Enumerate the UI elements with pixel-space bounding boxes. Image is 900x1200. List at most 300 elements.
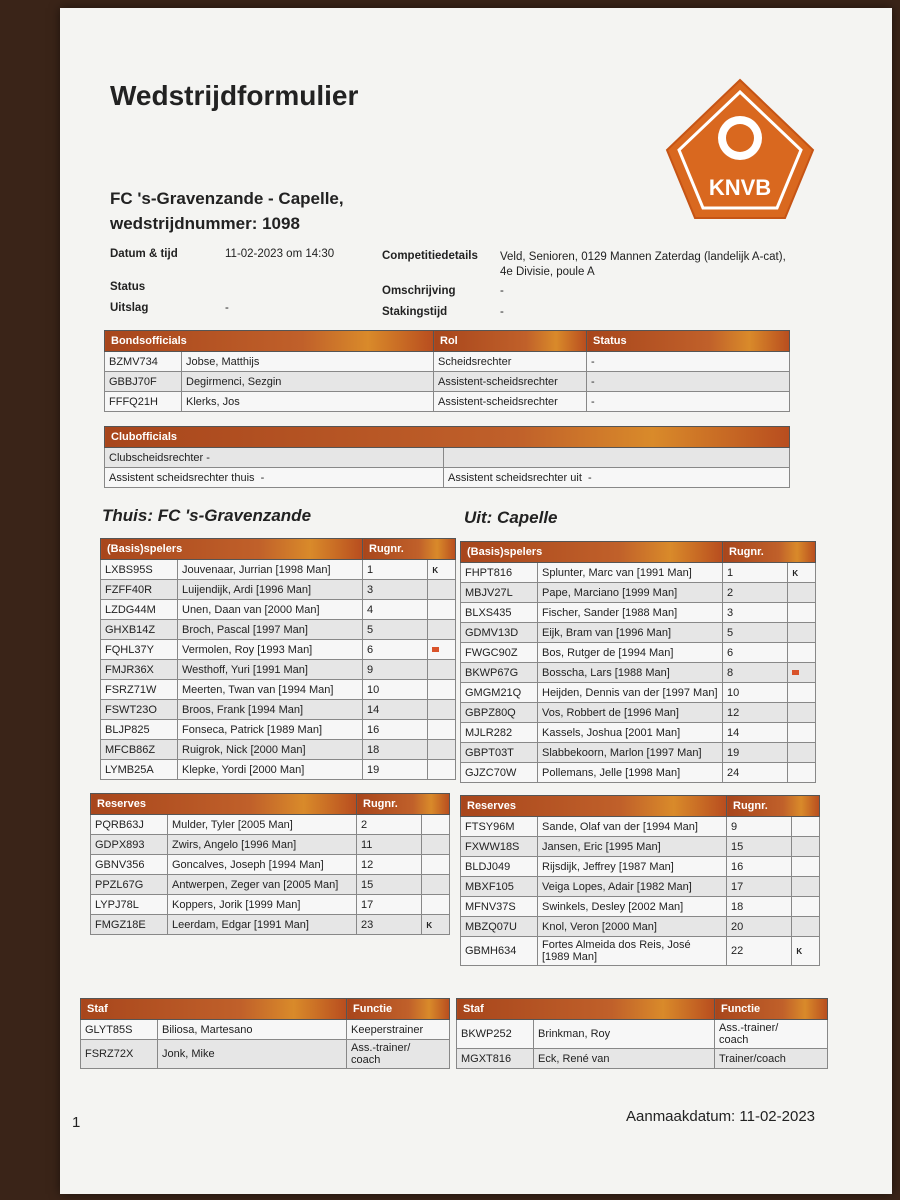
player-name [178,680,363,700]
player-mark [428,720,456,740]
away-function-header: Functie [715,999,828,1020]
shirt-number: 6 [363,640,428,660]
shirt-number: 3 [363,580,428,600]
staff-row [457,1049,828,1069]
shirt-number: 14 [723,723,788,743]
player-mark [788,603,816,623]
player-name-text: Antwerpen, Zeger van [2005 Man] [172,878,339,891]
player-name-text: Vermolen, Roy [1993 Man] [182,643,313,656]
player-row [461,683,816,703]
player-mark [788,623,816,643]
player-code: LZDG44M [101,600,178,620]
player-name [538,897,727,917]
shirt-number: 20 [727,917,792,937]
captain-mark: K [792,568,799,578]
player-row [461,917,820,937]
player-row [461,837,820,857]
player-name-text: Slabbekoorn, Marlon [1997 Man] [542,746,702,759]
shirt-number: 17 [357,895,422,915]
player-name [538,857,727,877]
player-name-text: Fischer, Sander [1988 Man] [542,606,678,619]
home-reserves-number-header: Rugnr. [357,794,450,815]
clubscheids-label: Clubscheidsrechter [109,451,204,464]
player-code: LYMB25A [101,760,178,780]
player-mark [428,700,456,720]
shirt-number: 15 [727,837,792,857]
player-name [538,917,727,937]
player-name [168,855,357,875]
away-staff-table [456,998,828,1069]
player-name-text: Eijk, Bram van [1996 Man] [542,626,672,639]
shirt-number: 12 [357,855,422,875]
player-name [538,563,723,583]
player-name [538,623,723,643]
player-mark [788,743,816,763]
player-mark [788,683,816,703]
player-name [538,643,723,663]
status-label: Status [110,281,146,293]
player-name [168,835,357,855]
player-row [461,817,820,837]
player-code: GDPX893 [91,835,168,855]
player-mark [792,917,820,937]
player-name [538,937,727,966]
player-row [461,703,816,723]
player-name [538,663,723,683]
player-name-text: Unen, Daan van [2000 Man] [182,603,320,616]
shirt-number: 10 [363,680,428,700]
player-row [91,895,450,915]
player-mark [422,835,450,855]
player-code: GBPZ80Q [461,703,538,723]
official-row [105,372,790,392]
player-name [178,640,363,660]
player-name [538,817,727,837]
player-name [178,760,363,780]
uit-label: Assistent scheidsrechter uit [448,471,582,484]
match-teams: FC 's-Gravenzande - Capelle, [110,189,344,208]
away-heading: Uit: Capelle [464,508,558,527]
official-status: - [587,392,790,412]
staff-function [347,1040,450,1069]
player-name [538,743,723,763]
player-mark [792,857,820,877]
datum-label: Datum & tijd [110,248,178,260]
player-code: FTSY96M [461,817,538,837]
omschrijving-value: - [500,285,504,297]
player-mark [428,600,456,620]
player-mark [428,660,456,680]
player-name-text: Bosscha, Lars [1988 Man] [542,666,670,679]
shirt-number: 16 [727,857,792,877]
official-code: BZMV734 [105,352,182,372]
player-row [461,897,820,917]
shirt-number: 5 [723,623,788,643]
player-row [101,680,456,700]
player-code: MBXF105 [461,877,538,897]
shirt-number: 22 [727,937,792,966]
shirt-number: 8 [723,663,788,683]
player-name-text: Zwirs, Angelo [1996 Man] [172,838,297,851]
competitie-label: Competitiedetails [382,250,478,262]
shirt-number: 12 [723,703,788,723]
home-players-table [100,538,456,780]
player-mark [792,817,820,837]
player-code: FSWT23O [101,700,178,720]
shirt-number: 11 [357,835,422,855]
staff-function-text: Ass.-trainer/ [719,1022,779,1034]
player-name [178,600,363,620]
player-row [101,580,456,600]
shirt-number: 19 [363,760,428,780]
player-code: FHPT816 [461,563,538,583]
staff-code: FSRZ72X [81,1040,158,1069]
player-code: GHXB14Z [101,620,178,640]
player-row [461,643,816,663]
player-row [101,600,456,620]
player-row [461,583,816,603]
player-mark [428,760,456,780]
staff-row [81,1040,450,1069]
bondsofficials-table [104,330,790,412]
player-mark [788,583,816,603]
player-code: BLJP825 [101,720,178,740]
staking-label: Stakingstijd [382,306,448,318]
player-row [91,855,450,875]
official-name: Jobse, Matthijs [182,352,434,372]
player-code: FSRZ71W [101,680,178,700]
player-name [178,660,363,680]
player-code: MFCB86Z [101,740,178,760]
player-row [101,560,456,580]
thuis-cell [105,468,444,488]
player-mark [428,560,456,580]
official-row [105,392,790,412]
player-row [101,740,456,760]
staking-value: - [500,306,504,318]
shirt-number: 18 [363,740,428,760]
player-mark [428,740,456,760]
player-code: FXWW18S [461,837,538,857]
player-name [168,815,357,835]
status-header: Status [587,331,790,352]
player-name-text: Fortes Almeida dos Reis, José [542,939,691,951]
player-name-text: Veiga Lopes, Adair [1982 Man] [542,880,692,893]
player-row [91,835,450,855]
player-name [538,837,727,857]
player-code: BKWP67G [461,663,538,683]
uitslag-value: - [225,302,229,314]
player-name-text: Knol, Veron [2000 Man] [542,920,657,933]
player-name-text: Broch, Pascal [1997 Man] [182,623,308,636]
player-name-text: Jouvenaar, Jurrian [1998 Man] [182,563,331,576]
player-code: GBMH634 [461,937,538,966]
uitslag-label: Uitslag [110,302,149,314]
player-code: GBNV356 [91,855,168,875]
player-name-text: Mulder, Tyler [2005 Man] [172,818,293,831]
player-name-text: Kassels, Joshua [2001 Man] [542,726,681,739]
player-row [91,875,450,895]
player-name-text: Swinkels, Desley [2002 Man] [542,900,684,913]
clubscheids-value: - [206,451,210,464]
player-mark [788,763,816,783]
shirt-number: 2 [357,815,422,835]
yellow-card-icon [432,647,439,652]
player-code: GMGM21Q [461,683,538,703]
official-row [105,352,790,372]
official-status: - [587,352,790,372]
player-name-text: Jansen, Eric [1995 Man] [542,840,661,853]
player-name [538,877,727,897]
clubofficials-header: Clubofficials [105,427,790,448]
staff-code: MGXT816 [457,1049,534,1069]
home-number-header: Rugnr. [363,539,456,560]
player-row [461,723,816,743]
page-number: 1 [72,1114,81,1131]
shirt-number: 16 [363,720,428,740]
player-name-text: Bos, Rutger de [1994 Man] [542,646,674,659]
shirt-number: 19 [723,743,788,763]
player-code: BLXS435 [461,603,538,623]
staff-function [715,1020,828,1049]
player-row [101,620,456,640]
player-row [461,743,816,763]
player-mark [422,815,450,835]
uit-value: - [588,471,592,484]
player-name-text: Splunter, Marc van [1991 Man] [542,566,692,579]
player-name-text: Goncalves, Joseph [1994 Man] [172,858,324,871]
player-name [178,580,363,600]
player-name-text: Broos, Frank [1994 Man] [182,703,304,716]
creation-date: Aanmaakdatum: 11-02-2023 [626,1108,816,1125]
player-code: GBPT03T [461,743,538,763]
role-header: Rol [434,331,587,352]
player-name-text: Klepke, Yordi [2000 Man] [182,763,305,776]
knvb-logo [665,78,815,223]
staff-function-text: Keeperstrainer [351,1023,424,1036]
shirt-number: 5 [363,620,428,640]
away-reserves-number-header: Rugnr. [727,796,820,817]
player-name-text: Pollemans, Jelle [1998 Man] [542,766,681,779]
player-mark [428,580,456,600]
player-mark [428,620,456,640]
player-name-text: Luijendijk, Ardi [1996 Man] [182,583,312,596]
omschrijving-label: Omschrijving [382,285,456,297]
player-row [461,603,816,623]
shirt-number: 10 [723,683,788,703]
player-mark [428,640,456,660]
thuis-label: Assistent scheidsrechter thuis [109,471,255,484]
player-name-text: Ruigrok, Nick [2000 Man] [182,743,306,756]
player-name-text: Sande, Olaf van der [1994 Man] [542,820,698,833]
player-code: FZFF40R [101,580,178,600]
player-row [461,937,820,966]
home-staff-header: Staf [81,999,347,1020]
datum-value: 11-02-2023 om 14:30 [225,248,335,260]
staff-row [81,1020,450,1040]
away-number-header: Rugnr. [723,542,816,563]
staff-function-text-2: coach [351,1054,381,1066]
shirt-number: 9 [363,660,428,680]
player-row [461,877,820,897]
captain-mark: K [426,920,433,930]
clubscheids-cell [105,448,444,468]
yellow-card-icon [792,670,799,675]
player-row [101,720,456,740]
player-code: LYPJ78L [91,895,168,915]
shirt-number: 1 [363,560,428,580]
player-row [461,623,816,643]
staff-function [715,1049,828,1069]
shirt-number: 4 [363,600,428,620]
player-code: MBJV27L [461,583,538,603]
empty-cell [444,448,790,468]
player-row [461,763,816,783]
match-form-page [60,8,892,1194]
player-mark [788,703,816,723]
player-name [538,763,723,783]
player-name [538,603,723,623]
shirt-number: 9 [727,817,792,837]
staff-name: Eck, René van [534,1049,715,1069]
player-code: FMJR36X [101,660,178,680]
player-name [538,703,723,723]
player-code: FWGC90Z [461,643,538,663]
player-code: FMGZ18E [91,915,168,935]
official-name: Klerks, Jos [182,392,434,412]
away-players-table [460,541,816,783]
home-reserves-header: Reserves [91,794,357,815]
shirt-number: 1 [723,563,788,583]
shirt-number: 24 [723,763,788,783]
staff-row [457,1020,828,1049]
player-name-text: Westhoff, Yuri [1991 Man] [182,663,308,676]
player-name-text: Meerten, Twan van [1994 Man] [182,683,334,696]
player-row [101,660,456,680]
player-code: BLDJ049 [461,857,538,877]
player-name-text: Koppers, Jorik [1999 Man] [172,898,301,911]
player-row [461,663,816,683]
player-mark [792,897,820,917]
player-row [461,563,816,583]
player-mark [792,837,820,857]
competitie-value-2: 4e Divisie, poule A [500,266,595,278]
home-players-header: (Basis)spelers [101,539,363,560]
player-code: LXBS95S [101,560,178,580]
player-mark [792,937,820,966]
official-code: GBBJ70F [105,372,182,392]
player-row [101,700,456,720]
official-status: - [587,372,790,392]
player-row [91,815,450,835]
player-name [168,875,357,895]
player-code: MJLR282 [461,723,538,743]
player-code: FQHL37Y [101,640,178,660]
staff-name: Brinkman, Roy [534,1020,715,1049]
player-name-text: Vos, Robbert de [1996 Man] [542,706,679,719]
clubofficials-table [104,426,790,488]
shirt-number: 3 [723,603,788,623]
player-row [101,640,456,660]
player-mark [422,895,450,915]
player-name [538,683,723,703]
player-mark [422,875,450,895]
home-function-header: Functie [347,999,450,1020]
staff-function-text-2: coach [719,1034,749,1046]
player-row [101,760,456,780]
player-mark [788,643,816,663]
staff-function-text: Ass.-trainer/ [351,1042,411,1054]
page-title: Wedstrijdformulier [110,80,359,111]
home-reserves-table [90,793,450,935]
player-name [178,740,363,760]
competitie-value-1: Veld, Senioren, 0129 Mannen Zaterdag (landelijk A-cat), [500,251,786,263]
bondsofficials-header: Bondsofficials [105,331,434,352]
player-name [538,583,723,603]
official-role: Assistent-scheidsrechter [434,392,587,412]
official-code: FFFQ21H [105,392,182,412]
player-name [178,700,363,720]
player-row [461,857,820,877]
player-name [178,560,363,580]
shirt-number: 14 [363,700,428,720]
staff-name: Biliosa, Martesano [158,1020,347,1040]
player-name [178,720,363,740]
player-name-text: Heijden, Dennis van der [1997 Man] [542,686,718,699]
player-name-text-2: [1989 Man] [542,951,598,963]
official-role: Assistent-scheidsrechter [434,372,587,392]
player-mark [422,915,450,935]
match-number: wedstrijdnummer: 1098 [110,214,300,233]
logo-text: KNVB [708,175,772,200]
player-name-text: Rijsdijk, Jeffrey [1987 Man] [542,860,674,873]
shirt-number: 17 [727,877,792,897]
thuis-value: - [260,471,265,484]
staff-name: Jonk, Mike [158,1040,347,1069]
captain-mark: K [796,947,803,956]
staff-function [347,1020,450,1040]
player-name [538,723,723,743]
player-mark [788,723,816,743]
shirt-number: 15 [357,875,422,895]
shirt-number: 23 [357,915,422,935]
official-name: Degirmenci, Sezgin [182,372,434,392]
player-mark [788,663,816,683]
player-name-text: Pape, Marciano [1999 Man] [542,586,678,599]
staff-function-text: Trainer/coach [719,1052,786,1065]
shirt-number: 6 [723,643,788,663]
captain-mark: K [432,565,439,575]
staff-code: BKWP252 [457,1020,534,1049]
uit-cell [444,468,790,488]
player-code: PQRB63J [91,815,168,835]
player-code: GDMV13D [461,623,538,643]
player-code: MFNV37S [461,897,538,917]
player-mark [788,563,816,583]
home-heading: Thuis: FC 's-Gravenzande [102,506,312,525]
player-mark [422,855,450,875]
player-name [168,915,357,935]
player-mark [428,680,456,700]
player-name-text: Fonseca, Patrick [1989 Man] [182,723,323,736]
away-staff-header: Staf [457,999,715,1020]
away-reserves-table [460,795,820,966]
away-players-header: (Basis)spelers [461,542,723,563]
player-name [178,620,363,640]
staff-code: GLYT85S [81,1020,158,1040]
player-code: MBZQ07U [461,917,538,937]
player-mark [792,877,820,897]
